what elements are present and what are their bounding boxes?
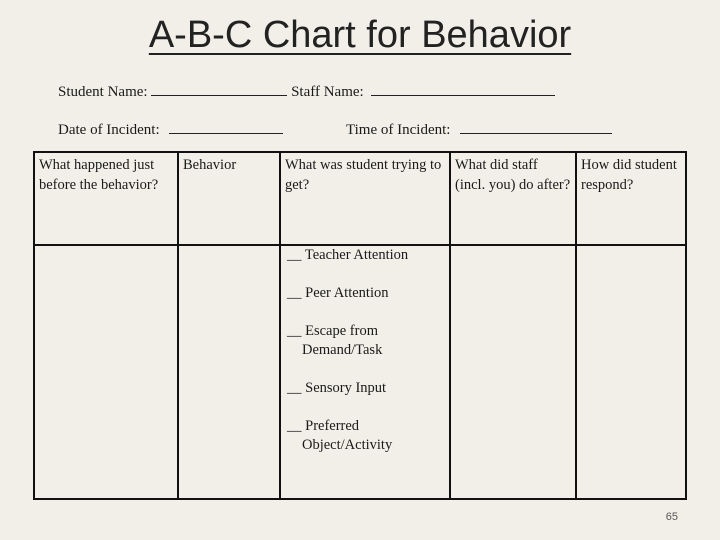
student-name-field — [58, 83, 555, 101]
option-escape-demand[interactable]: __ Escape from Demand/Task — [287, 323, 383, 358]
page-number: 65 — [665, 511, 678, 523]
date-of-incident-field — [58, 121, 283, 139]
page-title: A-B-C Chart for Behavior — [148, 14, 572, 56]
cell-behavior[interactable] — [178, 245, 280, 499]
date-of-incident-blank[interactable] — [169, 121, 283, 134]
cell-staff-response[interactable] — [450, 245, 576, 499]
date-of-incident-label: Date of Incident: — [58, 122, 160, 138]
time-of-incident-field — [346, 121, 612, 139]
cell-antecedent[interactable] — [34, 245, 178, 499]
header-antecedent: What happened just before the behavior? — [34, 152, 178, 245]
time-of-incident-label: Time of Incident: — [346, 122, 451, 138]
student-name-label: Student Name: — [58, 84, 148, 100]
header-behavior: Behavior — [178, 152, 280, 245]
table-header-row — [34, 152, 686, 245]
abc-chart-table — [33, 151, 687, 500]
header-student-response: How did student respond? — [576, 152, 686, 245]
cell-student-response[interactable] — [576, 245, 686, 499]
function-options-list — [281, 246, 449, 455]
option-preferred-object[interactable]: __ Preferred Object/Activity — [287, 418, 393, 453]
header-staff-response: What did staff (incl. you) do after? — [450, 152, 576, 245]
student-name-blank[interactable] — [151, 83, 287, 96]
option-sensory-input[interactable]: __ Sensory Input — [287, 380, 387, 396]
option-teacher-attention[interactable]: __ Teacher Attention — [287, 247, 409, 263]
staff-name-blank[interactable] — [371, 83, 555, 96]
option-peer-attention[interactable]: __ Peer Attention — [287, 285, 389, 301]
time-of-incident-blank[interactable] — [460, 121, 612, 134]
cell-function-options — [280, 245, 450, 499]
header-function: What was student trying to get? — [280, 152, 450, 245]
staff-name-label: Staff Name: — [291, 84, 364, 100]
table-row — [34, 245, 686, 499]
